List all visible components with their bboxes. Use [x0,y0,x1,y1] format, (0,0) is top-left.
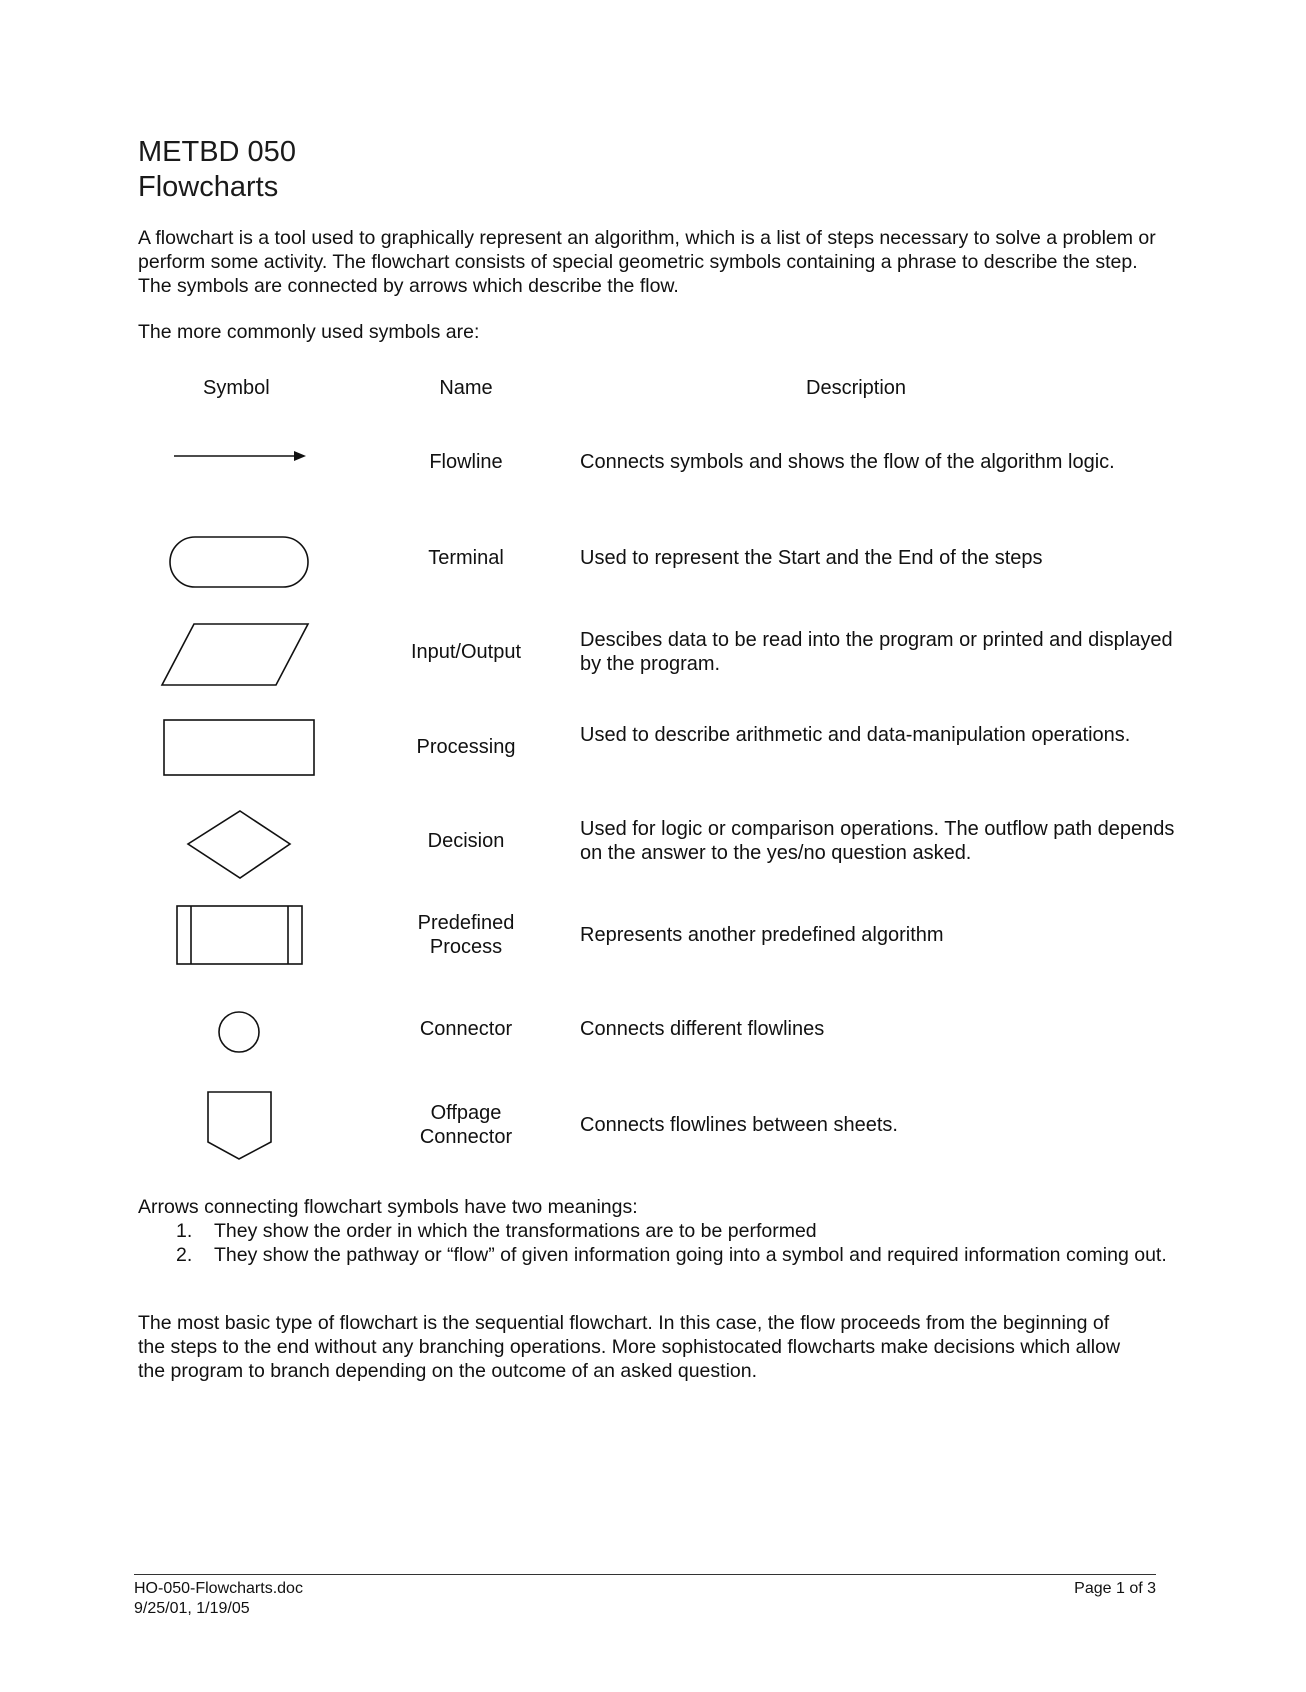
row-desc-processing: Used to describe arithmetic and data-manipulation operations. [580,724,1131,746]
footer-rule [134,1574,1156,1575]
row-name-offpage-line2: Connector [419,1126,513,1148]
list-item-text: They show the pathway or “flow” of given information going into a symbol and required information coming out. [214,1244,1167,1266]
flowline-arrow-icon [172,446,308,466]
row-desc-offpage-connector: Connects flowlines between sheets. [580,1114,898,1136]
row-name-connector: Connector [419,1018,513,1040]
closing-paragraph: The most basic type of flowchart is the sequential flowchart. In this case, the flow proceeds from the beginning of the steps to the end without any branching operations. More sophistocated flowcharts make decisions which allow the program to branch depending on the outcome of an asked question. [138,1312,1121,1382]
header-symbol: Symbol [203,377,270,399]
list-item [138,1243,1168,1267]
connector-circle-icon [217,1010,263,1056]
list-item [138,1219,1168,1243]
footer-page-number: Page 1 of 3 [1074,1580,1156,1597]
row-name-processing: Processing [416,736,516,758]
page-title [138,135,296,205]
row-desc-decision: Used for logic or comparison operations. The outflow path depends on the answer to the yes/no question asked. [580,818,1175,864]
symbols-intro: The more commonly used symbols are: [138,321,480,343]
list-item-text: They show the order in which the transformations are to be performed [214,1220,817,1242]
row-name-terminal: Terminal [428,547,504,569]
list-item-number: 1. [176,1220,193,1242]
row-name-predefined-line1: Predefined [417,912,515,934]
footer-filename: HO-050-Flowcharts.doc [134,1580,303,1597]
header-name: Name [439,377,493,399]
footer-left [134,1579,303,1619]
row-name-flowline: Flowline [429,451,503,473]
row-name-input-output: Input/Output [410,641,522,663]
processing-rectangle-icon [162,718,316,778]
row-desc-flowline: Connects symbols and shows the flow of the algorithm logic. [580,451,1115,473]
predefined-process-icon [175,904,305,966]
row-desc-predefined-process: Represents another predefined algorithm [580,924,944,946]
offpage-connector-pentagon-icon [206,1090,274,1162]
row-name-decision: Decision [427,830,505,852]
row-name-offpage-line1: Offpage [430,1102,502,1124]
header-description: Description [806,377,907,399]
document-title: Flowcharts [138,171,279,203]
row-desc-connector: Connects different flowlines [580,1018,825,1040]
meanings-list [138,1219,1168,1267]
decision-diamond-icon [186,809,294,881]
list-item-number: 2. [176,1244,193,1266]
arrows-section [138,1195,1168,1267]
row-desc-input-output: Descibes data to be read into the program or printed and displayed by the program. [580,629,1173,675]
row-name-predefined-line2: Process [429,936,503,958]
course-code: METBD 050 [138,136,296,168]
row-name-offpage-connector [366,1101,566,1149]
input-output-parallelogram-icon [160,622,312,688]
intro-paragraph: A flowchart is a tool used to graphically represent an algorithm, which is a list of steps necessary to solve a problem or perform some activity. The flowchart consists of special geometric symbols containing a phrase to describe the step. The symbols are connected by arrows which describe the flow. [138,227,1156,297]
arrows-intro: Arrows connecting flowchart symbols have two meanings: [138,1196,638,1218]
footer-dates: 9/25/01, 1/19/05 [134,1600,250,1617]
row-name-predefined-process [366,911,566,959]
terminal-rounded-rect-icon [168,535,312,591]
row-desc-terminal: Used to represent the Start and the End of the steps [580,547,1043,569]
